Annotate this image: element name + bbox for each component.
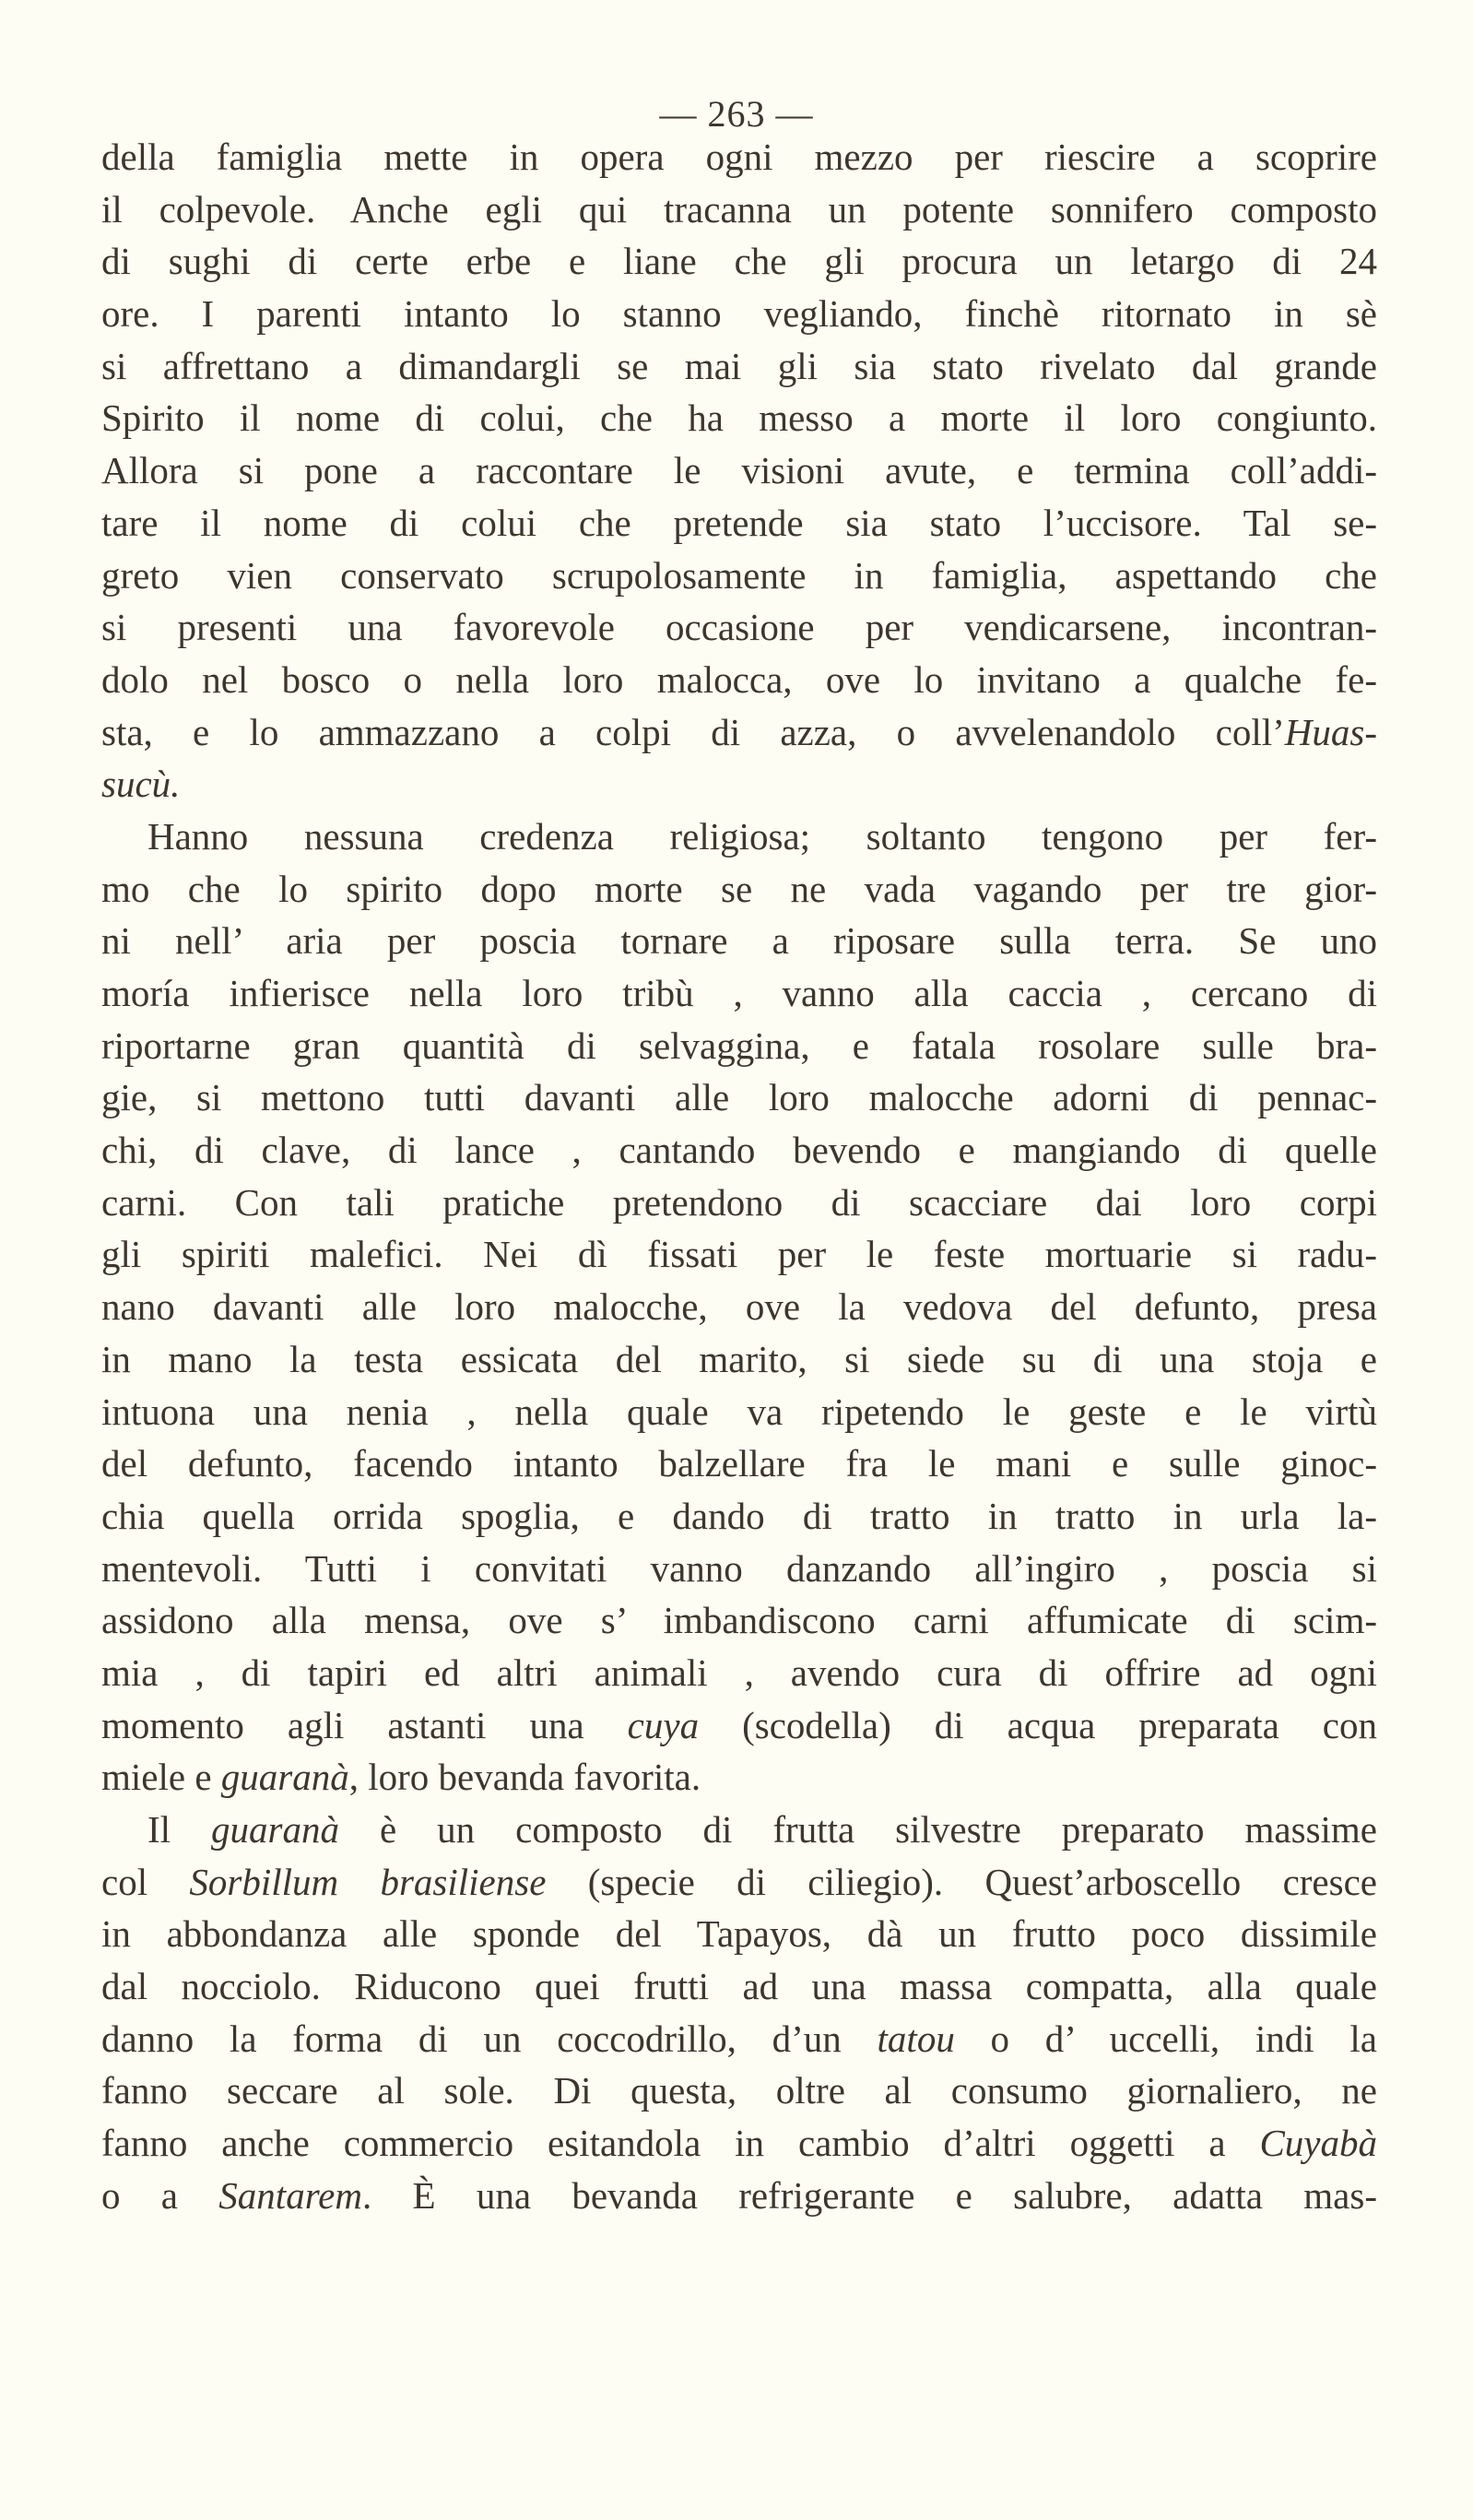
text-line bbox=[101, 288, 1377, 340]
text-segment: Hanno nessuna credenza religiosa; soltanto tengono per fer- bbox=[147, 814, 1377, 858]
text-segment: il colpevole. Anche egli qui tracanna un potente sonnifero composto bbox=[101, 187, 1377, 231]
text-segment: mentevoli. Tutti i convitati vanno danzando all’ingiro , poscia si bbox=[101, 1546, 1377, 1590]
text-segment: fanno anche commercio esitandola in cambio d’altri oggetti a bbox=[101, 2122, 1260, 2165]
text-line bbox=[101, 1856, 1377, 1909]
text-segment: (specie di ciliegio). Quest’arboscello cresce bbox=[546, 1860, 1377, 1903]
text-line bbox=[101, 654, 1377, 706]
text-segment: o a bbox=[101, 2173, 219, 2217]
text-segment: della famiglia mette in opera ogni mezzo per riescire a scoprire bbox=[101, 136, 1377, 178]
text-line bbox=[101, 1804, 1377, 1856]
text-line bbox=[101, 1124, 1377, 1177]
italic-term: sucù. bbox=[101, 763, 181, 806]
text-line bbox=[101, 1177, 1377, 1229]
text-segment: sta, e lo ammazzano a colpi di azza, o avvelenandolo coll’ bbox=[101, 710, 1285, 753]
text-line bbox=[101, 1647, 1377, 1699]
text-segment: si affrettano a dimandargli se mai gli sia stato rivelato dal grande bbox=[101, 344, 1377, 387]
text-segment: . È una bevanda refrigerante e salubre, adatta mas- bbox=[361, 2173, 1377, 2217]
text-line bbox=[101, 444, 1377, 497]
text-segment: Il bbox=[147, 1808, 212, 1851]
text-segment: mia , di tapiri ed altri animali , avendo cura di offrire ad ogni bbox=[101, 1650, 1377, 1694]
text-line bbox=[101, 235, 1377, 288]
text-segment: dal nocciolo. Riducono quei frutti ad una massa compatta, alla quale bbox=[101, 1965, 1377, 2008]
text-line bbox=[101, 1594, 1377, 1647]
text-line bbox=[101, 1020, 1377, 1072]
text-segment: greto vien conservato scrupolosamente in famiglia, aspettando che bbox=[101, 553, 1377, 597]
text-segment: gie, si mettono tutti davanti alle loro malocche adorni di pennac- bbox=[101, 1076, 1377, 1119]
text-segment: nano davanti alle loro malocche, ove la vedova del defunto, presa bbox=[101, 1285, 1377, 1329]
text-line bbox=[101, 497, 1377, 550]
text-segment: , loro bevanda favorita. bbox=[348, 1756, 701, 1799]
text-line bbox=[101, 183, 1377, 236]
text-line bbox=[101, 131, 1377, 183]
italic-term: guaranà bbox=[220, 1756, 349, 1799]
text-segment: Allora si pone a raccontare le visioni avute, e termina coll’addi- bbox=[101, 449, 1377, 492]
text-line bbox=[101, 1960, 1377, 2013]
text-line bbox=[101, 550, 1377, 602]
italic-term: Santarem bbox=[218, 2173, 362, 2217]
text-line bbox=[101, 2065, 1377, 2117]
text-line bbox=[101, 1228, 1377, 1281]
text-segment: in abbondanza alle sponde del Tapayos, dà un frutto poco dissimile bbox=[101, 1912, 1377, 1956]
italic-term: Sorbillum brasiliense bbox=[189, 1860, 547, 1903]
text-segment: tare il nome di colui che pretende sia stato l’uccisore. Tal se- bbox=[101, 501, 1377, 544]
italic-term: Cuyabà bbox=[1259, 2122, 1377, 2165]
italic-term: Huas- bbox=[1284, 710, 1377, 753]
text-line bbox=[101, 2013, 1377, 2065]
text-line bbox=[101, 1543, 1377, 1595]
text-segment: chia quella orrida spoglia, e dando di tratto in tratto in urla la- bbox=[101, 1494, 1377, 1537]
text-segment: di sughi di certe erbe e liane che gli procura un letargo di 24 bbox=[101, 240, 1377, 283]
text-line bbox=[101, 1386, 1377, 1438]
text-line bbox=[101, 967, 1377, 1020]
text-line bbox=[101, 706, 1377, 759]
text-segment: Spirito il nome di colui, che ha messo a morte il loro congiunto. bbox=[101, 396, 1377, 440]
text-line bbox=[101, 1908, 1377, 1960]
text-segment: col bbox=[101, 1860, 190, 1903]
text-segment: riportarne gran quantità di selvaggina, e fatala rosolare sulle bra- bbox=[101, 1023, 1377, 1067]
text-line bbox=[101, 1751, 1377, 1804]
text-segment: momento agli astanti una bbox=[101, 1703, 628, 1746]
text-line bbox=[101, 915, 1377, 967]
text-line bbox=[101, 2170, 1377, 2222]
text-segment: intuona una nenia , nella quale va ripetendo le geste e le virtù bbox=[101, 1390, 1377, 1433]
text-line bbox=[101, 392, 1377, 444]
text-line bbox=[101, 601, 1377, 654]
text-segment: mo che lo spirito dopo morte se ne vada vagando per tre gior- bbox=[101, 867, 1377, 910]
text-line bbox=[101, 1699, 1377, 1752]
text-line bbox=[101, 1437, 1377, 1490]
text-segment: assidono alla mensa, ove s’ imbandiscono carni affumicate di scim- bbox=[101, 1599, 1377, 1642]
text-segment: in mano la testa essicata del marito, si siede su di una stoja e bbox=[101, 1337, 1377, 1380]
text-line bbox=[101, 1490, 1377, 1543]
text-line bbox=[101, 1281, 1377, 1333]
text-line bbox=[101, 863, 1377, 916]
text-segment: chi, di clave, di lance , cantando bevendo e mangiando di quelle bbox=[101, 1129, 1377, 1172]
text-line bbox=[101, 758, 1377, 810]
text-segment: è un composto di frutta silvestre preparato massime bbox=[339, 1808, 1378, 1851]
text-line bbox=[101, 810, 1377, 863]
text-line bbox=[101, 1333, 1377, 1386]
text-line bbox=[101, 2117, 1377, 2170]
text-segment: del defunto, facendo intanto balzellare fra le mani e sulle ginoc- bbox=[101, 1442, 1377, 1485]
text-segment: ore. I parenti intanto lo stanno vegliando, finchè ritornato in sè bbox=[101, 292, 1377, 336]
text-segment: dolo nel bosco o nella loro malocca, ove lo invitano a qualche fe- bbox=[101, 657, 1377, 701]
text-segment: miele e bbox=[101, 1756, 221, 1799]
text-segment: gli spiriti malefici. Nei dì fissati per le feste mortuarie si radu- bbox=[101, 1233, 1377, 1276]
page-number: — 263 — bbox=[659, 93, 814, 135]
body-text bbox=[101, 131, 1377, 2222]
text-line bbox=[101, 340, 1377, 393]
text-segment: moría infierisce nella loro tribù , vanno alla caccia , cercano di bbox=[101, 972, 1377, 1014]
text-segment: si presenti una favorevole occasione per vendicarsene, incontran- bbox=[101, 606, 1377, 649]
text-segment: danno la forma di un coccodrillo, d’un bbox=[101, 2017, 878, 2060]
text-segment: fanno seccare al sole. Di questa, oltre al consumo giornaliero, ne bbox=[101, 2069, 1377, 2112]
text-segment: (scodella) di acqua preparata con bbox=[699, 1703, 1377, 1746]
italic-term: cuya bbox=[627, 1703, 700, 1746]
italic-term: tatou bbox=[877, 2017, 955, 2060]
text-line bbox=[101, 1071, 1377, 1124]
text-segment: carni. Con tali pratiche pretendono di scacciare dai loro corpi bbox=[101, 1180, 1377, 1224]
text-segment: ni nell’ aria per poscia tornare a riposare sulla terra. Se uno bbox=[101, 919, 1377, 963]
text-segment: o d’ uccelli, indi la bbox=[954, 2017, 1377, 2060]
italic-term: guaranà bbox=[211, 1808, 339, 1851]
